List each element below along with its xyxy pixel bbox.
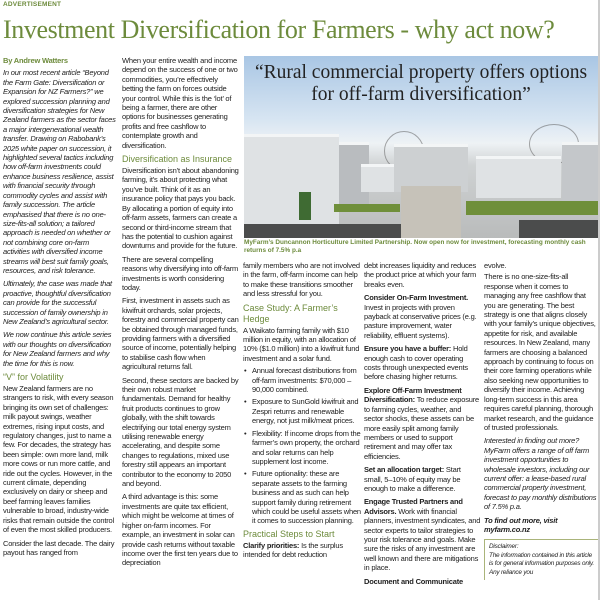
step-item [364,497,481,572]
body-paragraph: When your entire wealth and income depend on the success of one or two commodities, you’re effectively betting the farm on forces outside your control. While this is the ‘lot’ of being a farmer, there are other options for businesses generating profits and free cashflow to contemplate growth and diversification. [122,56,238,150]
pathway [401,186,461,238]
list-item: • Flexibility: If income drops from the farmer’s own property, the orchard and solar returns can help supplement lost income. [243,429,361,467]
green-bin [299,192,311,220]
advertisement-label: ADVERTISEMENT [3,1,62,8]
building [562,142,598,204]
step-lead: Ensure you have a buffer: [364,344,452,354]
property-photo [244,56,598,238]
step-lead: Document and Communicate [364,576,463,586]
section-heading: Case Study: A Farmer’s Hedge [243,302,338,324]
disclaimer-text: The information contained in this article is for general information purposes only. Any reliance you [489,551,594,576]
disclaimer-box [484,539,598,580]
page-title: Investment Diversification for Farmers - why act now? [3,15,555,44]
column-4 [364,261,481,586]
intro-paragraph: Ultimately, the case was made that proactive, thoughtful diversification can provide for the successful succession of family ownership in New Zealand’s agricultural sector. [3,279,112,326]
column-2 [122,56,239,568]
byline: By Andrew Watters [3,56,68,65]
intro-paragraph: We now continue this article series with our thoughts on diversification for New Zealand farmers and why the time for this is now. [3,330,112,368]
gravel [244,224,401,238]
gravel [519,220,598,238]
case-study-list [243,366,361,526]
body-paragraph: Consider the last decade. The dairy payout has ranged from [3,538,115,557]
column-1 [3,56,117,557]
section-heading: Diversification as Insurance [122,154,233,165]
body-paragraph: A Waikato farming family with $10 million in equity, with an allocation of 10% ($1.0 million) into a kiwifruit fund investment and a solar fund. [243,325,360,363]
lawn [466,201,598,215]
step-text: Hold enough cash to cover operating costs through unexpected events before chasing higher returns. [364,344,468,382]
body-paragraph: A third advantage is this: some investments are quite tax efficient, which might be welcome at times of higher on-farm incomes. For example, an investment in solar can provide cash returns without taxable income over the first ten years due to depreciation [122,492,238,568]
body-paragraph: There are several compelling reasons why diversifying into off-farm investments is worth considering today. [122,254,239,292]
step-lead: Explore Off-Farm Investment Diversification: [364,385,462,405]
step-item [364,344,481,382]
step-text: Invest in projects with proven payback at conservative prices (e.g. pasture improvement, water reliability, effluent systems). [364,302,477,340]
step-item [364,293,481,340]
step-text: Start small, 5–10% of equity may be enough to make a difference. [364,465,461,493]
list-item: • Future optionality: these are separate assets to the farming business and as such can help support family during retirement which could be useful assets when it comes to succession planning. [243,469,361,525]
building [361,164,396,192]
pull-quote: “Rural commercial property offers options for off-farm diversification” [254,62,588,105]
lawn [334,204,400,212]
step-lead: Set an allocation target: [364,465,445,475]
body-paragraph: Diversification isn’t about abandoning farming, it’s about protecting what you’ve built. Think of it as an insurance policy that pays you back. By allocating a portion of equity into off-farm assets, farmers can create a second or third-income stream that has the potential to cushion against downturns and provide for the future. [122,166,239,251]
intro-paragraph: In our most recent article “Beyond the Farm Gate: Diversification or Expansion for NZ Farmers?” we explored succession planning and diversification strategies for New Zealand farmers as the sector faces a major intergenerational wealth transfer. Drawing on Rabobank’s 2025 white paper on succession, it highlighted several tactics including how off-farm investments could enhance business resilience, assist with financial security through commodity cycles and assist with family succession. The article emphasised that there is no one-size-fits-all solution; a tailored approach is needed on whether or not combining core on-farm activities with diversified income streams will best suit family goals, resources, and risk tolerance. [3,68,116,275]
step-item [364,465,481,493]
body-paragraph: There is no one-size-fits-all response when it comes to managing any free cashflow that you are generating. The best strategy is one that aligns closely with your family’s unique objectives, appetite for risk, and available resources. In New Zealand, many farmers are choosing a balanced approach by continuing to focus on their core farming operations while also seeking new opportunities to diversify their income. Achieving long-term success in this area requires careful planning, thorough market research, and the guidance of trusted professionals. [484,272,596,432]
step-item [364,386,481,461]
body-paragraph: Second, these sectors are backed by their own robust market fundamentals. Demand for healthy fruit products continues to grow globally, with the shift towards electrifying our total energy system utilising renewable energy accelerating, and despite some changes to regulations, mixed use forestry still appears an important contributor to the economy to 2050 and beyond. [122,375,239,489]
list-item: • Annual forecast distributions from off-farm investments: $70,000 – 90,000 combined. [243,366,361,394]
body-paragraph: New Zealand farmers are no strangers to risk, with every season bringing its own set of challenges: milk payout swings, weather extremes, rising input costs, and regulatory changes, just to name a few. For decades, the strategy has been simple: own more land, milk more cows or run more cattle, and ride out the cycles. However, in the current climate, depending exclusively on dairy or sheep and beef farming leaves families vulnerable to broad, industry-wide risks that remain outside the control of even the most skilled producers. [3,384,114,535]
disclaimer-title: Disclaimer: [489,543,519,551]
website-link[interactable]: To find out more, visit myfarm.co.nz [484,515,558,534]
step-item [364,577,481,586]
step-item [243,541,361,560]
call-to-action: Interested in finding out more? MyFarm offers a range of off farm investment opportunities to wholesale investors, including our current offer: a lease-based rural commercial property investment, forecast to pay monthly distributions of 7.5% p.a. [484,436,597,512]
step-text: To reduce exposure to farming cycles, weather, and sector shocks, these assets can be more easily split among family members or used to support retirement and may offer tax efficiencies. [364,395,480,461]
building [244,134,339,224]
step-lead: Clarify priorities: [243,540,300,550]
building [476,156,561,198]
list-item: • Exposure to SunGold kiwifruit and Zespri returns and renewable energy, not just milk/meat prices. [243,397,361,425]
body-paragraph: debt increases liquidity and reduces the product price at which your farm breaks even. [364,261,477,289]
column-3 [243,261,361,560]
body-paragraph: evolve. [484,261,507,270]
step-text: Is the surplus intended for debt reduction [243,540,343,560]
section-heading: Practical Steps to Start [243,528,335,539]
body-paragraph: family members who are not involved in the farm, off-farm income can help to make these transitions smoother and less stressful for you. [243,261,360,299]
photo-caption: MyFarm’s Duncannon Horticulture Limited Partnership. Now open now for investment, forecasting monthly cash returns of 7.5% p.a [244,239,586,254]
step-lead: Engage Trusted Partners and Advisors. [364,497,463,516]
step-text: Work with financial planners, investment syndicates, and sector experts to tailor strategies to your risk tolerance and goals. Make sure the risks of any investment are well known and there are mitigations in place. [364,506,481,573]
column-5 [484,261,598,580]
section-heading: “V” for Volatility [3,372,64,382]
body-paragraph: First, investment in assets such as kiwifruit orchards, solar projects, forestry and commercial property can be obtained through managed funds, providing farmers with a diversified source of income, potentially helping to stabilise cash flow when agricultural returns fall. [122,296,239,372]
step-lead: Consider On-Farm Investment. [364,293,469,303]
building [394,144,468,192]
